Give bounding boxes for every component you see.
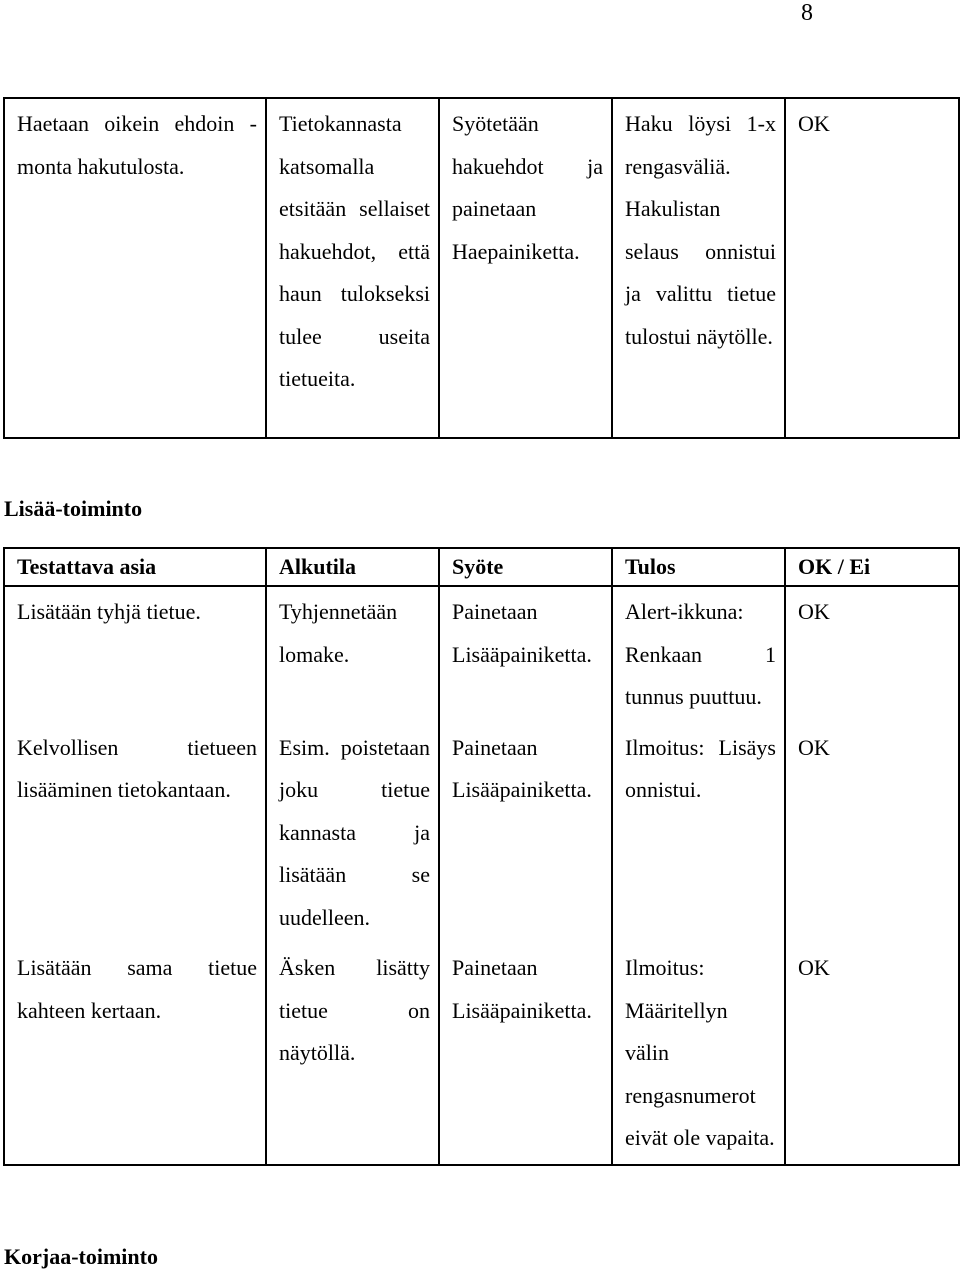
cell-testattava-asia [4,723,266,944]
cell-syote [439,586,612,723]
cell-text: Tietokannasta katsomalla etsitään sellaiset hakuehdot, että haun tulokseksi tulee useita tietueita. [279,111,430,391]
cell-text: Syötetään hakuehdot ja painetaan Haepainiketta. [452,111,603,264]
header-syote: Syöte [439,548,612,586]
cell-text: Painetaan Lisääpainiketta. [452,734,592,802]
cell-text: OK [798,111,830,136]
cell-ok [785,98,959,438]
table-row [4,586,959,723]
table-row [4,943,959,1165]
header-alkutila: Alkutila [266,548,439,586]
cell-text: OK [798,955,830,980]
cell-text: Lisätään tyhjä tietue. [17,599,201,624]
cell-tulos [612,723,785,944]
cell-text: OK [798,599,830,624]
cell-alkutila [266,723,439,944]
table-header-row [4,548,959,586]
cell-syote [439,943,612,1165]
test-table-haku [3,97,960,439]
cell-alkutila [266,98,439,438]
header-ok-ei: OK / Ei [785,548,959,586]
section-heading-korjaa: Korjaa-toiminto [4,1244,158,1269]
header-tulos: Tulos [612,548,785,586]
cell-alkutila [266,586,439,723]
cell-alkutila [266,943,439,1165]
cell-tulos [612,98,785,438]
cell-text: Kelvollisen tietueen lisääminen tietokantaan. [17,734,257,802]
cell-text: Äsken lisätty tietue on näytöllä. [279,955,430,1065]
cell-text: Esim. poistetaan joku tietue kannasta ja lisätään se uudelleen. [279,734,430,930]
cell-testattava-asia [4,943,266,1165]
cell-syote [439,723,612,944]
section-heading-lisaa: Lisää-toiminto [4,496,143,521]
cell-tulos [612,943,785,1165]
table-row [4,98,959,438]
cell-text: Haetaan oikein ehdoin - monta hakutulosta. [17,111,257,179]
cell-text: Painetaan Lisääpainiketta. [452,599,592,667]
cell-text: OK [798,734,830,760]
table-row [4,723,959,944]
header-testattava-asia: Testattava asia [4,548,266,586]
page-number: 8 [801,0,813,26]
cell-text: Painetaan Lisääpainiketta. [452,955,592,1023]
cell-ok [785,586,959,723]
cell-syote [439,98,612,438]
cell-text: Ilmoitus: Määritellyn välin rengasnumerot eivät ole vapaita. [625,955,775,1150]
cell-text: Alert-ikkuna: Renkaan 1 tunnus puuttuu. [625,599,776,709]
cell-text: Lisätään sama tietue kahteen kertaan. [17,955,257,1023]
cell-ok [785,943,959,1165]
cell-ok [785,723,959,944]
cell-text: Tyhjennetään lomake. [279,599,398,667]
cell-tulos [612,586,785,723]
cell-testattava-asia [4,98,266,438]
cell-text: Ilmoitus: Lisäys onnistui. [625,734,776,802]
test-table-lisaa [3,547,960,1166]
cell-testattava-asia [4,586,266,723]
cell-text: Haku löysi 1-x rengasväliä. Hakulistan selaus onnistui ja valittu tietue tulostui näytölle. [625,111,776,349]
